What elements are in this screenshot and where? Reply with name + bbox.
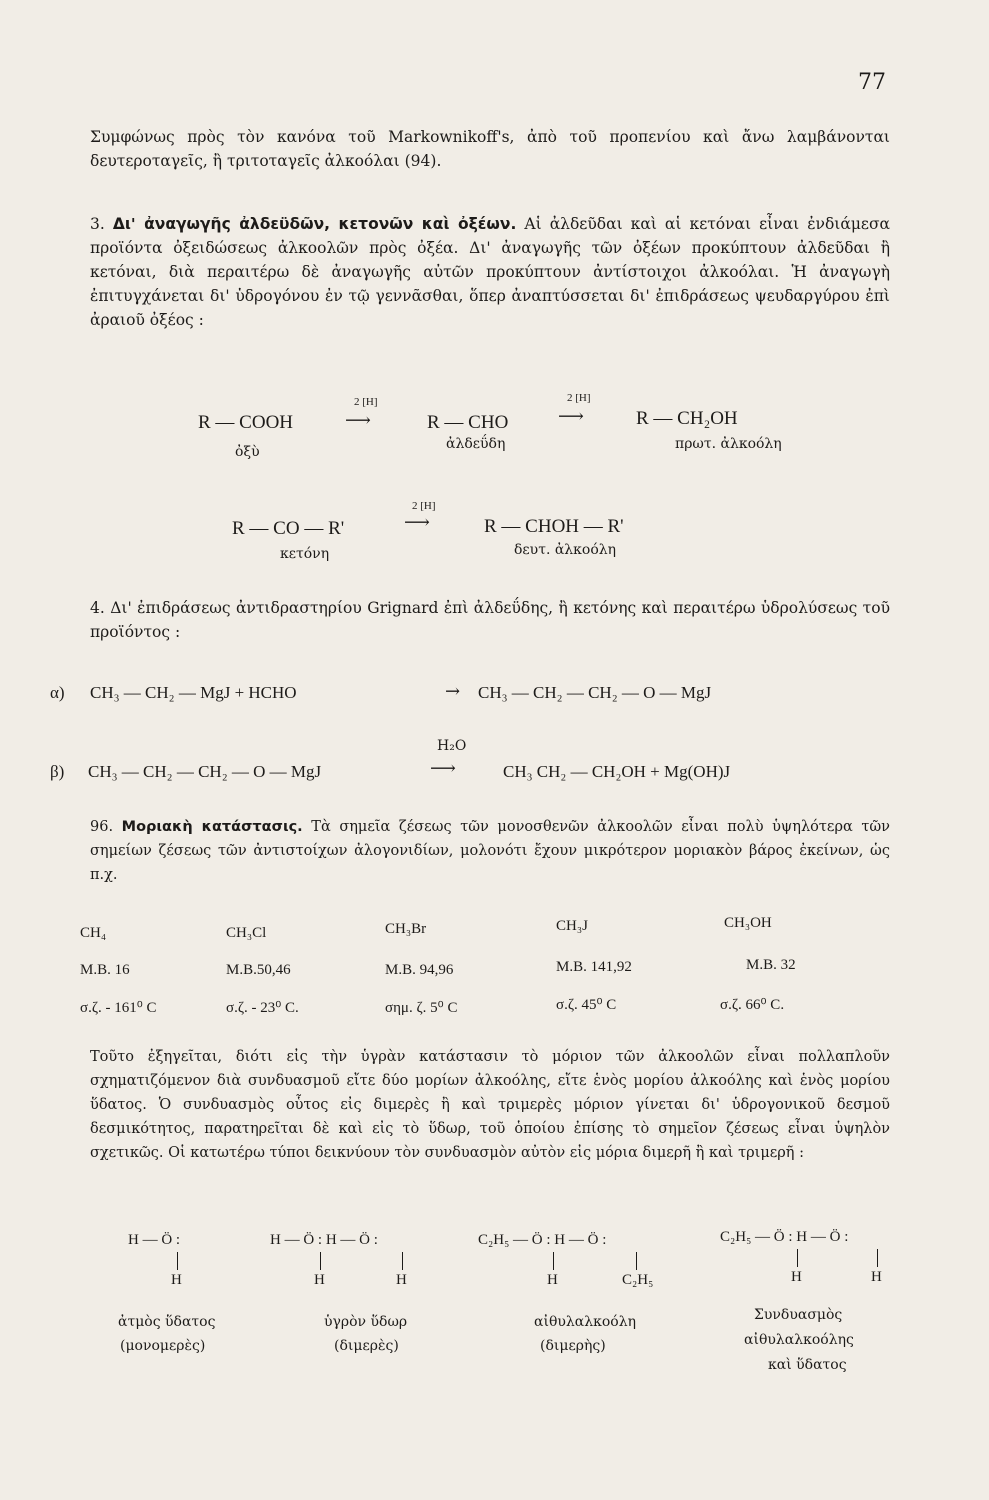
section-3-heading: Δι' ἀναγωγῆς ἀλδεϋδῶν, κετονῶν καὶ ὀξέων. [112, 215, 517, 233]
structure-1-h: H [171, 1272, 182, 1288]
page-number: 77 [858, 70, 886, 95]
explanation-paragraph: Τοῦτο ἐξηγεῖται, διότι εἰς τὴν ὑγρὰν κατάστασιν τὸ μόριον τῶν ἀλκοολῶν εἶναι πολλαπλοῦν σχηματιζόμενον διὰ συνδυασμοῦ εἴτε δύο μορίων ἀλκοόλης, εἴτε ἑνὸς μορίου ἀλκοόλης καὶ ἑνὸς μορίου ὕδατος. Ὁ συνδυασμὸς οὗτος εἰς διμερὲς ἢ καὶ τριμερὲς μόριον γίνεται δι' ὑδρογονικοῦ δεσμοῦ δεσμικότητος, παρατηρεῖται δὲ καὶ εἰς τὸ ὕδωρ, τοῦ ὁποίου ἐπίσης τὸ σημεῖον ζέσεως εἶναι ὑψηλὸν σχετικῶς. Οἱ κατωτέρω τύποι δεικνύουν τὸν συνδυασμὸν αὐτὸν εἰς μόρια διμερῆ ἢ καὶ τριμερῆ : [90, 1049, 890, 1161]
ketone-label: κετόνη [280, 546, 330, 562]
structure-4-subcaption: αἰθυλαλκοόλης [744, 1332, 854, 1348]
structure-4-subcaption-2: καὶ ὕδατος [768, 1357, 847, 1373]
structure-3-bond-2 [636, 1252, 637, 1270]
structure-2-bond-2 [402, 1252, 403, 1270]
section-3-number: 3. [90, 215, 105, 233]
ketone-formula: R — CO — R' [232, 518, 345, 539]
reagent-h-3: 2 [H] [412, 500, 436, 512]
structure-2-h2: H [396, 1272, 407, 1288]
intro-paragraph: Συμφώνως πρὸς τὸν κανόνα τοῦ Markownikoff's, ἀπὸ τοῦ προπενίου καὶ ἄνω λαμβάνονται δευτεροταγεῖς, ἢ τριτοταγεῖς ἀλκοόλαι (94). [90, 128, 890, 170]
structure-2-subcaption: (διμερὲς) [334, 1338, 399, 1354]
reaction-arrow-2: ⟶ [558, 406, 584, 427]
structure-4-bond-1 [797, 1249, 798, 1267]
reaction-arrow-1: ⟶ [345, 410, 371, 431]
structure-3-bond-1 [553, 1252, 554, 1270]
section-3-body: Αἱ ἀλδεῦδαι καὶ αἱ κετόναι εἶναι ἐνδιάμεσα προϊόντα ὀξειδώσεως ἀλκοολῶν πρὸς ὀξέα. Δι' ἀναγωγῆς τῶν ὀξέων προκύπτουν ἀλδεῦδαι ἢ κετόναι, διὰ περαιτέρω δὲ ἀναγωγῆς αὐτῶν προκύπτουν ἀντίστοιχοι ἀλκοόλαι. Ἡ ἀναγωγὴ ἐπιτυγχάνεται δι' ὑδρογόνου ἐν τῷ γεννᾶσθαι, ὅπερ ἀναπτύσσεται δι' ἐπιδράσεως ψευδαργύρου ἐπὶ ἀραιοῦ ὀξέος : [90, 215, 890, 329]
reaction-arrow-3: ⟶ [404, 512, 430, 533]
structure-3-subcaption: (διμερὴς) [540, 1338, 606, 1354]
compound-bp: σ.ζ. - 23⁰ C. [226, 1000, 299, 1016]
structure-4-bond-2 [877, 1249, 878, 1267]
primary-alcohol-formula: R — CH₂OH [636, 408, 738, 429]
structure-4-h1: H [791, 1269, 802, 1285]
compound-bp: σ.ζ. 45⁰ C [556, 997, 617, 1013]
reaction-a-arrow: → [445, 681, 461, 702]
section-4-paragraph: 4. Δι' ἐπιδράσεως ἀντιδραστηρίου Grignard ἐπὶ ἀλδεΰδης, ἢ κετόνης καὶ περαιτέρω ὑδρολύσεως τοῦ προϊόντος : [90, 599, 890, 641]
compound-mb: M.B. 141,92 [556, 959, 632, 975]
structure-4-formula: C₂H₅ — Ö : H — Ö : [720, 1229, 849, 1245]
structure-3-h: H [547, 1272, 558, 1288]
aldehyde-formula: R — CHO [427, 412, 509, 433]
structure-2-h1: H [314, 1272, 325, 1288]
reaction-b-arrow: ⟶ [430, 758, 456, 779]
aldehyde-label: ἀλδεΰδη [446, 436, 506, 452]
reagent-h-2: 2 [H] [567, 392, 591, 404]
section-96-paragraph [90, 815, 890, 887]
structure-2-caption: ὑγρὸν ὕδωρ [324, 1314, 408, 1330]
secondary-alcohol-label: δευτ. ἀλκοόλη [514, 542, 617, 558]
structure-1-bond [177, 1252, 178, 1270]
reaction-a-right: CH₃ — CH₂ — CH₂ — O — MgJ [478, 683, 712, 702]
compound-bp: σ.ζ. - 161⁰ C [80, 1000, 157, 1016]
structure-2-formula: H — Ö : H — Ö : [270, 1232, 378, 1248]
structure-1-formula: H — Ö : [128, 1232, 181, 1248]
compound-formula: CH₄ [80, 925, 107, 941]
compound-mb: M.B. 94,96 [385, 962, 454, 978]
reagent-h-1: 2 [H] [354, 396, 378, 408]
secondary-alcohol-formula: R — CHOH — R' [484, 516, 624, 537]
structure-4-caption: Συνδυασμὸς [754, 1307, 843, 1323]
compound-formula: CH₃Br [385, 921, 427, 937]
compound-formula: CH₃Cl [226, 925, 267, 941]
reaction-b-right: CH₃ CH₂ — CH₂OH + Mg(OH)J [503, 762, 731, 781]
structure-1-caption: ἀτμὸς ὕδατος [118, 1314, 216, 1330]
reaction-b-label: β) [50, 762, 65, 781]
acid-formula: R — COOH [198, 412, 294, 433]
reaction-b-left: CH₃ — CH₂ — CH₂ — O — MgJ [88, 762, 322, 781]
reaction-b-reagent: H₂O [437, 738, 467, 754]
structure-3-caption: αἰθυλαλκοόλη [534, 1314, 636, 1330]
section-3-paragraph [90, 212, 890, 332]
compound-bp: σημ. ζ. 5⁰ C [385, 1000, 458, 1016]
section-96-number: 96. [90, 819, 114, 835]
reaction-a-label: α) [50, 683, 65, 702]
acid-label: ὀξὺ [235, 444, 260, 460]
compound-bp: σ.ζ. 66⁰ C. [720, 997, 785, 1013]
structure-3-formula: C₂H₅ — Ö : H — Ö : [478, 1232, 607, 1248]
primary-alcohol-label: πρωτ. ἀλκοόλη [675, 436, 782, 452]
structure-2-bond-1 [320, 1252, 321, 1270]
structure-3-ethyl: C₂H₅ [622, 1272, 654, 1288]
compound-formula: CH₃J [556, 918, 588, 934]
compound-formula: CH₃OH [724, 915, 772, 931]
section-96-body: Τὰ σημεῖα ζέσεως τῶν μονοσθενῶν ἀλκοολῶν εἶναι πολὺ ὑψηλότερα τῶν σημείων ζέσεως τῶν ἀντιστοίχων ἀλογονιδίων, μολονότι ἔχουν μικρότερον μοριακὸν βάρος ἐκείνων, ὡς π.χ. [90, 819, 890, 883]
compound-mb: M.B.50,46 [226, 962, 291, 978]
structure-4-h2: H [871, 1269, 882, 1285]
structure-1-subcaption: (μονομερὲς) [120, 1338, 206, 1354]
reaction-a-left: CH₃ — CH₂ — MgJ + HCHO [90, 683, 297, 702]
section-96-heading: Μοριακὴ κατάστασις. [121, 819, 303, 835]
compound-mb: M.B. 16 [80, 962, 130, 978]
compound-mb: M.B. 32 [746, 957, 796, 973]
